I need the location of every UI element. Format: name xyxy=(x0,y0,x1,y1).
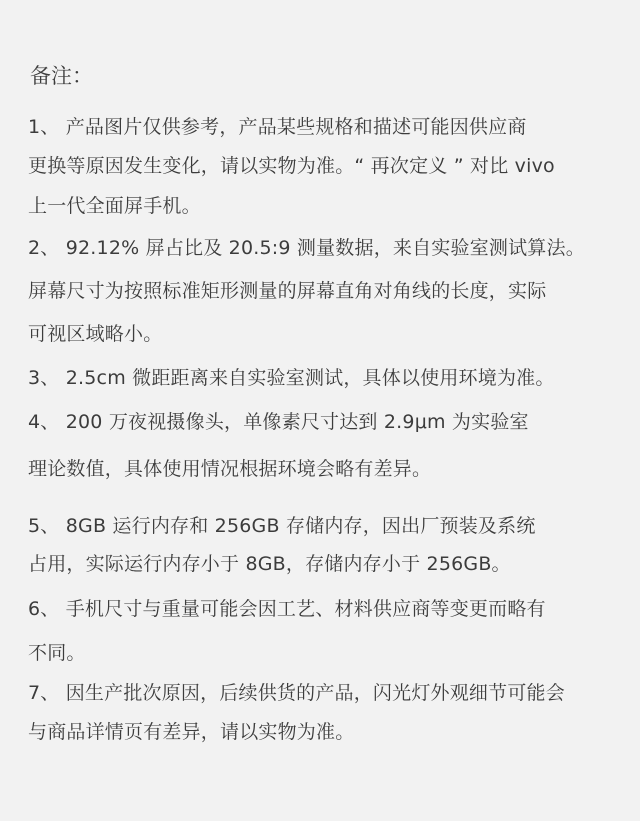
note-5-line-1: 5、 8GB 运行内存和 256GB 存储内存，因出厂预装及系统 xyxy=(28,515,536,537)
note-2-line-2: 屏幕尺寸为按照标准矩形测量的屏幕直角对角线的长度，实际 xyxy=(28,280,547,302)
note-6-line-1: 6、 手机尺寸与重量可能会因工艺、材料供应商等变更而略有 xyxy=(28,598,546,620)
note-7-line-1: 7、 因生产批次原因，后续供货的产品，闪光灯外观细节可能会 xyxy=(28,682,565,704)
note-3-line-1: 3、 2.5cm 微距距离来自实验室测试，具体以使用环境为准。 xyxy=(28,367,555,389)
note-1-line-2: 更换等原因发生变化，请以实物为准。“ 再次定义 ” 对比 vivo xyxy=(28,155,555,177)
note-1-line-1: 1、 产品图片仅供参考，产品某些规格和描述可能因供应商 xyxy=(28,116,527,138)
note-6-line-2: 不同。 xyxy=(28,642,86,664)
note-5-line-2: 占用，实际运行内存小于 8GB，存储内存小于 256GB。 xyxy=(28,553,511,575)
note-4-line-2: 理论数值，具体使用情况根据环境会略有差异。 xyxy=(28,458,432,480)
note-4-line-1: 4、 200 万夜视摄像头，单像素尺寸达到 2.9μm 为实验室 xyxy=(28,411,529,433)
notes-title: 备注： xyxy=(30,64,93,88)
note-1-line-3: 上一代全面屏手机。 xyxy=(28,195,201,217)
note-7-line-2: 与商品详情页有差异，请以实物为准。 xyxy=(28,721,355,743)
note-2-line-3: 可视区域略小。 xyxy=(28,323,163,345)
note-2-line-1: 2、 92.12% 屏占比及 20.5:9 测量数据，来自实验室测试算法。 xyxy=(28,237,585,259)
